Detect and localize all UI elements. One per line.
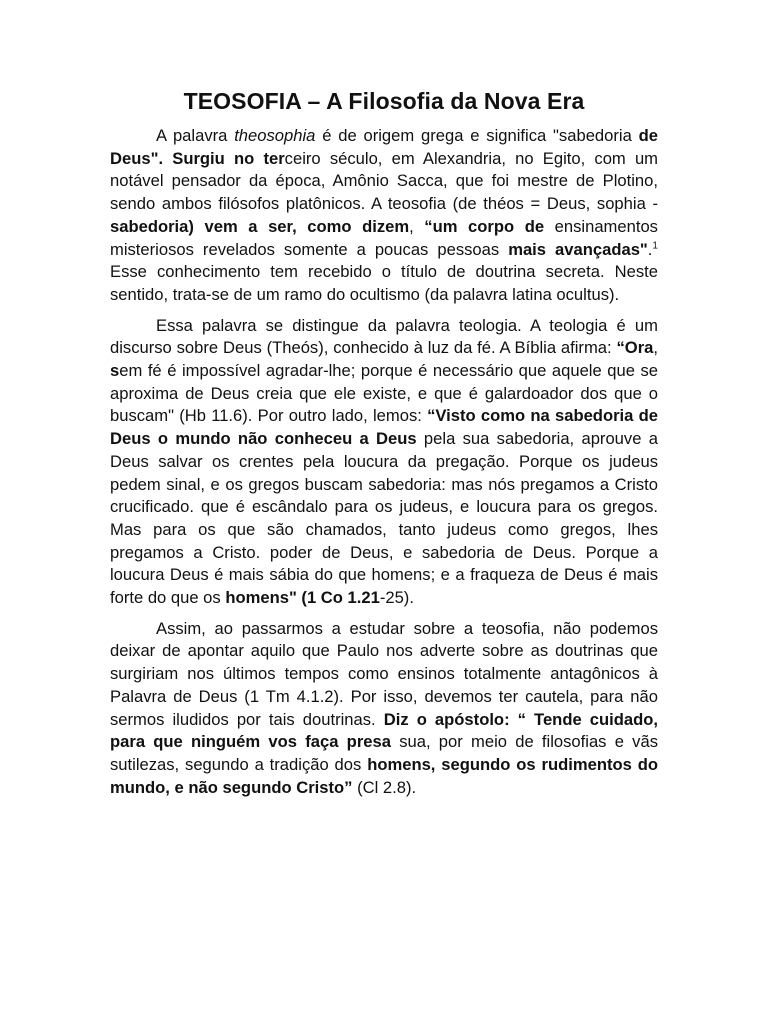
p3-bold-1: Diz o apóstolo: “ Tende cuidado, para que ninguém vos faça presa: [110, 709, 658, 752]
p2-text-4: pela sua sabedoria, aprouve a Deus salvar os crentes pela loucura da pregação. Porque os judeus pedem sinal, e os gregos buscam sabedoria: mas nós pregamos a Cristo crucificado. que é escândalo para os judeus, e loucura para os gregos. Mas para os que são chamados, tanto judeus como gregos, lhes pregamos a Cristo. poder de Deus, e sabedoria de Deus. Porque a loucura Deus é mais sábia do que homens; e a fraqueza de Deus é mais forte do que os: [110, 429, 658, 608]
p1-bold-3: “um corpo de: [424, 216, 545, 236]
p1-bold-2: sabedoria) vem a ser, como dizem: [110, 216, 410, 236]
p1-text-2: é de origem grega e significa "sabedoria: [315, 126, 639, 145]
p2-bold-3: “Visto como na sabedoria de Deus o mundo não conheceu a Deus: [110, 406, 658, 449]
paragraph-3: [110, 618, 658, 800]
p1-bold-1: de Deus". Surgiu no ter: [110, 126, 658, 168]
p3-text-2: sua, por meio de filosofias e vãs sutilezas, segundo a tradição dos: [110, 732, 659, 774]
p2-text-5: -25).: [379, 588, 414, 608]
p1-text-6: .: [647, 239, 653, 259]
p1-text-5: ensinamentos misteriosos revelados somente a poucas pessoas: [110, 216, 658, 259]
p3-text-1: Assim, ao passarmos a estudar sobre a teosofia, não podemos deixar de apontar aquilo que Paulo nos adverte sobre as doutrinas que surgiriam nos últimos tempos como ensinos totalmente antagônicos à Palavra de Deus (1 Tm 4.1.2). Por isso, devemos ter cautela, para não sermos iludidos por tais doutrinas.: [110, 618, 658, 729]
p1-italic-theosophia: theosophia: [234, 126, 316, 145]
p1-text-7: Esse conhecimento tem recebido o título de doutrina secreta. Neste sentido, trata-se de um ramo do ocultismo (da palavra latina ocultus).: [110, 262, 658, 304]
p2-text-3: em fé é impossível agradar-lhe; porque é necessário que aquele que se aproxima de Deus creia que ele existe, e que é galardoador dos que o buscam" (Hb 11.6). Por outro lado, lemos:: [110, 361, 658, 426]
p2-bold-1: “Ora: [616, 338, 654, 358]
p2-bold-4: homens" (1 Co 1.21: [225, 588, 380, 608]
paragraph-1: [110, 125, 658, 307]
p2-bold-2: s: [110, 361, 120, 381]
p2-text-1: Essa palavra se distingue da palavra teologia. A teologia é um discurso sobre Deus (Theós), conhecido à luz da fé. A Bíblia afirma:: [110, 315, 658, 358]
p3-bold-2: homens, segundo os rudimentos do mundo, e não segundo Cristo”: [110, 754, 658, 797]
paragraph-2: [110, 315, 658, 610]
p1-text-3: ceiro século, em Alexandria, no Egito, com um notável pensador da época, Amônio Sacca, que foi mestre de Plotino, sendo ambos filósofos platônicos. A teosofia (de théos = Deus, sophia -: [110, 148, 658, 214]
footnote-marker: 1: [652, 239, 658, 251]
p3-text-3: (Cl 2.8).: [352, 777, 417, 797]
p2-text-2: ,: [653, 338, 658, 358]
document-title: TEOSOFIA – A Filosofia da Nova Era: [183, 88, 585, 114]
p1-text-4: ,: [409, 216, 425, 236]
p1-text-1: A palavra: [156, 126, 235, 145]
p1-bold-4: mais avançadas": [508, 239, 648, 259]
